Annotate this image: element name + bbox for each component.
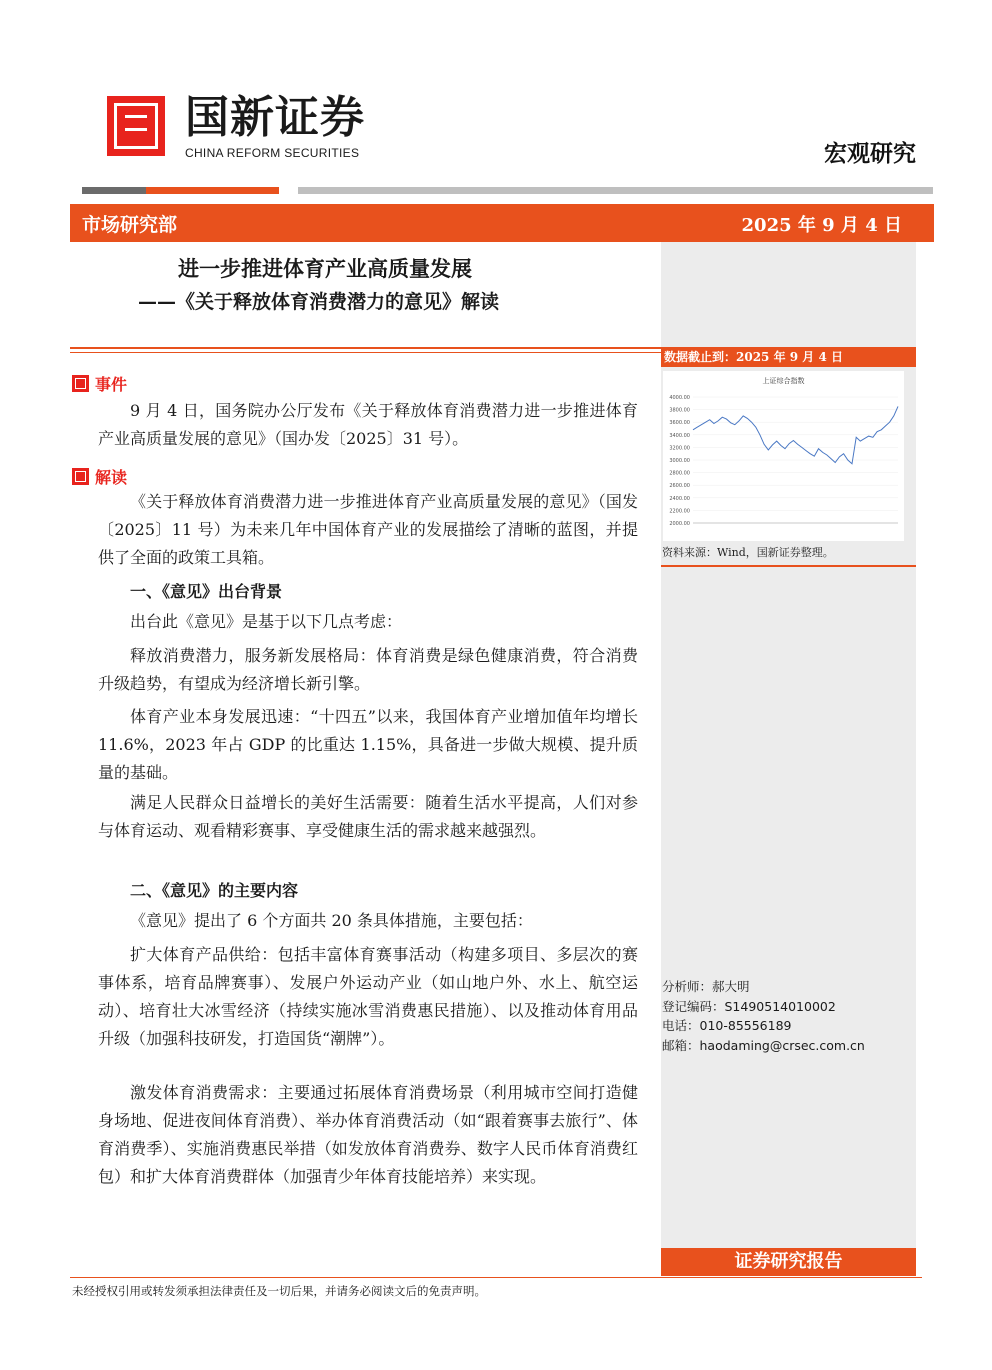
y-tick-label: 2200.00 (669, 508, 690, 515)
analyst-phone: 电话：010-85556189 (662, 1018, 792, 1033)
y-tick-label: 3400.00 (669, 432, 690, 439)
bg-paragraph-0 (98, 608, 638, 636)
paragraph: 激发体育消费需求：主要通过拓展体育消费场景（利用城市空间打造健身场地、促进夜间体育消费）、举办体育消费活动（如“跟着赛事去旅行”、体育消费季）、实施消费惠民举措（如发放体育消费券、数字人民币体育消费红包）和扩大体育消费群体（加强青少年体育技能培养）来实现。 (98, 1083, 638, 1186)
y-tick-label: 3200.00 (669, 445, 690, 452)
paragraph: 9 月 4 日，国务院办公厅发布《关于释放体育消费潜力进一步推进体育产业高质量发展的意见》（国办发〔2025〕31 号）。 (98, 401, 638, 448)
paragraph: 出台此《意见》是基于以下几点考虑： (130, 612, 403, 631)
paragraph: 释放消费潜力，服务新发展格局：体育消费是绿色健康消费，符合消费升级趋势，有望成为经济增长新引擎。 (98, 646, 638, 693)
analyst-email[interactable]: 邮箱：haodaming@crsec.com.cn (662, 1037, 865, 1053)
report-subtitle: ——《关于释放体育消费潜力的意见》解读 (138, 291, 500, 313)
paragraph: 体育产业本身发展迅速：“十四五”以来，我国体育产业增加值年均增长 11.6%，2023 年占 GDP 的比重达 1.15%，具备进一步做大规模、提升质量的基础。 (98, 707, 638, 782)
header-divider-dark (82, 187, 146, 194)
y-tick-label: 2800.00 (669, 470, 690, 477)
bg-paragraph-3 (98, 789, 638, 845)
paragraph: 《关于释放体育消费潜力进一步推进体育产业高质量发展的意见》（国发〔2025〕11 号）为未来几年中国体育产业的发展描绘了清晰的蓝图，并提供了全面的政策工具箱。 (98, 492, 638, 567)
series-line (693, 406, 898, 463)
interp-intro-paragraph (98, 488, 638, 572)
chart-source: 资料来源：Wind，国新证券整理。 (662, 546, 834, 559)
y-tick-label: 2000.00 (669, 521, 690, 527)
index-chart (663, 371, 904, 541)
analyst-info (662, 977, 865, 1055)
header-divider-gray (298, 187, 933, 194)
section-heading-interp (72, 465, 127, 488)
report-category: 宏观研究 (824, 140, 916, 167)
department-band (70, 204, 934, 242)
logo-text-cn: 国新证券 (185, 92, 365, 143)
logo-icon (107, 96, 165, 156)
data-cutoff-label: 数据截止到：2025 年 9 月 4 日 (661, 347, 916, 367)
y-tick-label: 3600.00 (669, 420, 690, 427)
paragraph: 扩大体育产品供给：包括丰富体育赛事活动（构建多项目、多层次的赛事体系，培育品牌赛事）、发展户外运动产业（如山地户外、水上、航空运动）、培育壮大冰雪经济（持续实施冰雪消费惠民措施）、以及推动体育用品升级（加强科技研发，打造国货“潮牌”）。 (98, 945, 638, 1048)
chart-title: 上证综合指数 (762, 377, 805, 385)
department-label: 市场研究部 (82, 214, 178, 236)
title-divider (70, 347, 661, 353)
footer-divider (70, 1277, 922, 1278)
report-type-label: 证券研究报告 (661, 1248, 916, 1276)
report-date: 2025 年 9 月 4 日 (741, 215, 902, 236)
paragraph: 满足人民群众日益增长的美好生活需要：随着生活水平提高，人们对参与体育运动、观看精彩赛事、享受健康生活的需求越来越强烈。 (98, 793, 638, 840)
paragraph: 《意见》提出了 6 个方面共 20 条具体措施，主要包括： (130, 911, 533, 930)
event-paragraph (98, 397, 638, 453)
bg-paragraph-1 (98, 642, 638, 698)
analyst-name: 分析师：郝大明 (662, 979, 750, 994)
disclaimer: 未经授权引用或转发须承担法律责任及一切后果，并请务必阅读文后的免责声明。 (72, 1284, 486, 1298)
bg-paragraph-2 (98, 703, 638, 787)
content-paragraph-1 (98, 941, 638, 1053)
content-paragraph-0 (98, 907, 638, 935)
section-bullet-icon (72, 468, 89, 485)
subheading-background: 一、《意见》出台背景 (130, 582, 283, 601)
section-heading-event (72, 372, 127, 395)
index-chart-svg (663, 371, 904, 541)
sidebar-divider (661, 565, 916, 567)
section-title: 事件 (95, 375, 128, 394)
y-tick-label: 2400.00 (669, 495, 690, 502)
y-tick-label: 3000.00 (669, 458, 690, 464)
subheading-content: 二、《意见》的主要内容 (130, 881, 299, 900)
logo-text-en: CHINA REFORM SECURITIES (185, 146, 360, 160)
content-paragraph-2 (98, 1079, 638, 1191)
header-divider-red (146, 187, 279, 194)
y-tick-label: 2600.00 (669, 483, 690, 490)
section-bullet-icon (72, 375, 89, 392)
y-tick-label: 4000.00 (669, 395, 690, 401)
report-title: 进一步推进体育产业高质量发展 (178, 256, 472, 281)
y-tick-label: 3800.00 (669, 407, 690, 414)
analyst-reg: 登记编码：S1490514010002 (662, 998, 836, 1014)
section-title: 解读 (95, 468, 128, 487)
